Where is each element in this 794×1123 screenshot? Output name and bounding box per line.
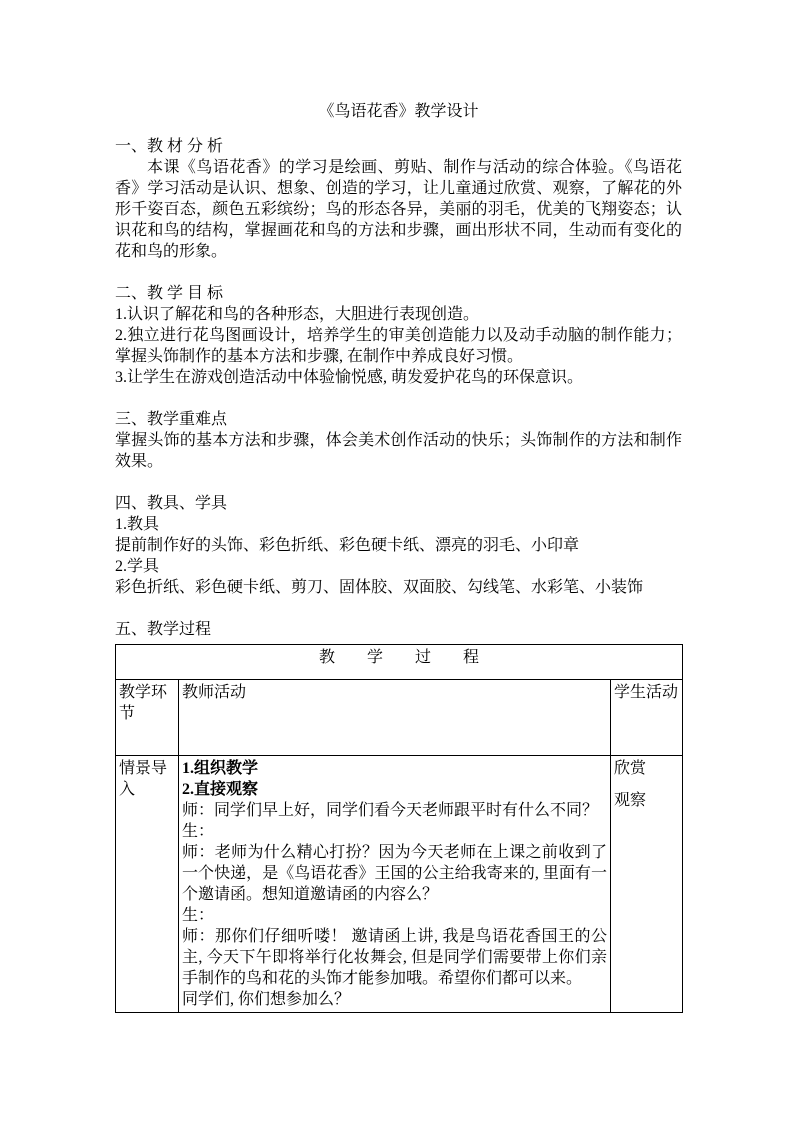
teacher-line: 生： [182, 907, 215, 924]
section-2-item-2: 2.独立进行花鸟图画设计，培养学生的审美创造能力以及动手动脑的制作能力；掌握头饰制作的基本方法和步骤, 在制作中养成良好习惯。 [115, 327, 682, 365]
section-2-item-3: 3.让学生在游戏创造活动中体验愉悦感, 萌发爱护花鸟的环保意识。 [115, 369, 584, 386]
section-3-heading: 三、教学重难点 [115, 411, 228, 428]
teacher-activity-cell [179, 756, 611, 1013]
student-line: 观察 [614, 792, 647, 809]
section-1-body: 本课《鸟语花香》的学习是绘画、剪贴、制作与活动的综合体验。《鸟语花香》学习活动是认识、想象、创造的学习，让儿童通过欣赏、观察，了解花的外形千姿百态，颜色五彩缤纷；鸟的形态各异，美丽的羽毛，优美的飞翔姿态；认识花和鸟的结构，掌握画花和鸟的方法和步骤，画出形状不同，生动而有变化的花和鸟的形象。 [115, 159, 682, 260]
column-header-teacher-activity: 教师活动 [179, 680, 611, 756]
section-4-line-1: 1.教具 [115, 516, 160, 533]
section-4-line-3: 2.学具 [115, 558, 160, 575]
section-5-heading: 五、教学过程 [115, 621, 212, 638]
teacher-line: 师：同学们早上好，同学们看今天老师跟平时有什么不同？ [182, 802, 599, 819]
table-title: 教 学 过 程 [116, 645, 683, 680]
table-header-row [116, 680, 683, 756]
student-activity-cell [611, 756, 683, 1013]
stage-cell: 情景导入 [116, 756, 179, 1013]
teaching-process-table [115, 644, 683, 1013]
teacher-line: 2.直接观察 [182, 781, 259, 798]
teacher-line: 同学们, 你们想参加么？ [182, 991, 351, 1008]
section-2-item-1: 1.认识了解花和鸟的各种形态，大胆进行表现创造。 [115, 306, 480, 323]
section-1-heading: 一、教 材 分 析 [115, 138, 224, 155]
section-3-body: 掌握头饰的基本方法和步骤，体会美术创作活动的快乐；头饰制作的方法和制作效果。 [115, 432, 682, 470]
column-header-stage: 教学环节 [116, 680, 179, 756]
teacher-line: 师：那你们仔细听喽！ 邀请函上讲, 我是鸟语花香国王的公主, 今天下午即将举行化妆舞会, 但是同学们需要带上你们亲手制作的鸟和花的头饰才能参加哦。希望你们都可以来。 [182, 928, 607, 987]
page-title: 《鸟语花香》教学设计 [318, 103, 479, 120]
teacher-line: 生： [182, 823, 215, 840]
section-4-heading: 四、教具、学具 [115, 495, 228, 512]
table-row [116, 756, 683, 1013]
column-header-student-activity: 学生活动 [611, 680, 683, 756]
table-title-row [116, 645, 683, 680]
section-2-heading: 二、教 学 目 标 [115, 285, 224, 302]
section-4-line-2: 提前制作好的头饰、彩色折纸、彩色硬卡纸、漂亮的羽毛、小印章 [115, 537, 580, 554]
section-4-line-4: 彩色折纸、彩色硬卡纸、剪刀、固体胶、双面胶、勾线笔、水彩笔、小装饰 [115, 579, 644, 596]
teacher-line: 师：老师为什么精心打扮？因为今天老师在上课之前收到了一个快递，是《鸟语花香》王国的公主给我寄来的, 里面有一个邀请函。想知道邀请函的内容么？ [182, 844, 607, 903]
teacher-line: 1.组织教学 [182, 760, 259, 777]
student-line: 欣赏 [614, 760, 647, 777]
